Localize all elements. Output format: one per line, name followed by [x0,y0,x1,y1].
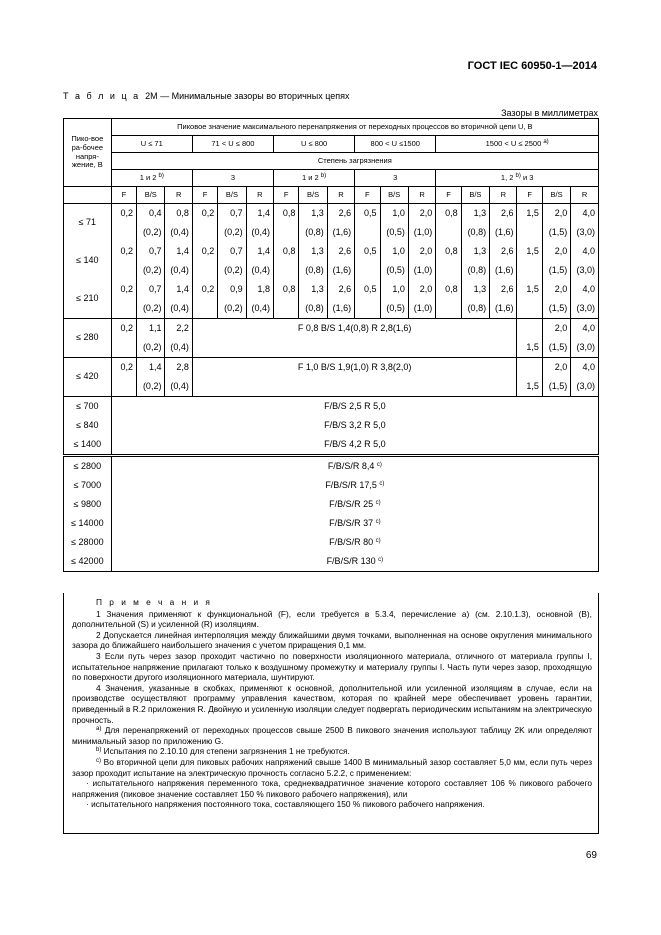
cell-value-bracket [436,261,461,280]
bullet-mark: · [86,778,89,789]
merged-value [111,533,598,552]
cell-value-bracket: (0,8) [299,223,327,242]
cell-value-bracket: (1,5) [542,299,570,319]
insulation-type: R [327,187,354,204]
range-text: 1500 < U ≤ 2500 [485,138,542,148]
table-row [64,223,599,242]
note-3: 3 Если путь через зазор проходит частично по поверхности изоляционного материала, отличного от материала группы I, испытательное напряжение прилагают только к воздушному промежутку и материалу группы I. Часть пути через зазор, проходящую по поверхности другого изоляционного материала, шунтируют. [72,650,592,683]
insulation-header-row [64,187,599,204]
cell-value-bracket: (0,2) [137,299,165,319]
cell-value-bracket: (3,0) [571,261,599,280]
table-row [64,476,599,495]
footnote-text: Для перенапряжений от переходных процессов свыше 2500 В пикового значения используют таблицу 2K или определяют минимальный зазор по приложению G. [72,725,592,746]
cell-value-bracket: (0,4) [165,377,192,397]
row-label: ≤ 42000 [64,552,112,572]
merged-value: F/B/S 2,5 R 5,0 [111,397,598,417]
cell-value: 0,8 [436,242,461,261]
cell-value-bracket: (0,2) [137,377,165,397]
document-id: ГОСТ IEC 60950-1—2014 [467,60,597,72]
insulation-type: F [274,187,299,204]
cell-value: 2,0 [542,319,570,339]
cell-value-bracket: (1,5) [542,223,570,242]
table-row [64,204,599,224]
footnote-c [72,757,592,778]
merged-value [111,476,598,495]
cell-value-bracket [355,223,380,242]
cell-value: 4,0 [571,242,599,261]
merged-value: F 0,8 B/S 1,4(0,8) R 2,8(1,6) [192,319,517,339]
pollution-degree: 3 [192,170,273,187]
cell-value: 1,0 [380,204,408,224]
table-row [64,261,599,280]
table-row [64,377,599,397]
cell-value: 2,8 [165,358,192,378]
page-number: 69 [585,850,597,861]
table-row [64,533,599,552]
cell-value-bracket [111,223,136,242]
insulation-type: F [355,187,380,204]
cell-value: 0,8 [274,280,299,299]
footnote-text: Во вторичной цепи для пиковых рабочих напряжений свыше 1400 В минимальный зазор составляет 5,0 мм, если путь через зазор проходит испытание на электрическую прочность согласно 5.2.2, с применением: [72,756,592,778]
cell-value-bracket [192,299,217,319]
cell-value: 1,5 [517,377,542,397]
cell-value: 0,2 [111,280,136,299]
note-1: 1 Значения применяют к функциональной (F), если требуется в 5.3.4, перечисление а) (см. 2.10.1.3), основной (В), дополнительной (S) и усиленной (R) изоляциям. [72,608,592,630]
cell-value: 2,0 [408,204,435,224]
cell-value: 2,0 [542,280,570,299]
table-row [64,435,599,456]
cell-value: 2,6 [327,204,354,224]
cell-value: 2,0 [408,242,435,261]
cell-value-bracket [355,261,380,280]
cell-value: 1,3 [461,204,489,224]
cell-value-bracket: (0,8) [461,299,489,319]
cell-value [111,377,136,397]
clearance-table [63,118,599,572]
cell-value: 0,2 [111,358,136,378]
cell-value: 2,6 [327,242,354,261]
insulation-type: F [111,187,136,204]
cell-value: 0,2 [111,319,136,339]
pollution-degree [111,170,192,187]
header-range: 71 < U ≤ 800 [192,136,273,153]
insulation-type: B/S [542,187,570,204]
cell-value-bracket: (1,5) [542,377,570,397]
table-units: Зазоры в миллиметрах [501,108,598,118]
footnote-mark: c) [96,757,101,764]
cell-value-bracket [517,299,542,319]
cell-value: 1,8 [246,280,273,299]
header-transient: Пиковое значение максимального перенапряжения от переходных процессов во вторичной цепи U, В [111,119,598,136]
cell-value: 0,7 [137,242,165,261]
merged-value [111,495,598,514]
table-row [64,495,599,514]
cell-value: 1,3 [461,280,489,299]
row-label: ≤ 280 [64,319,112,358]
row-label: ≤ 700 [64,397,112,417]
cell-value-bracket: (1,6) [490,223,517,242]
cell-value: 2,6 [490,204,517,224]
row-label: ≤ 7000 [64,476,112,495]
merged-value [111,456,598,477]
cell-value-bracket: (0,5) [380,261,408,280]
bullet-mark: · [86,799,89,810]
cell-value: 2,0 [542,358,570,378]
cell-value-bracket: (0,2) [137,338,165,358]
value-text: F/B/S/R 25 [329,498,374,509]
cell-value-bracket: (0,8) [299,299,327,319]
cell-value-bracket: (0,4) [165,299,192,319]
cell-value: 1,3 [299,280,327,299]
insulation-type: R [408,187,435,204]
table-row [64,299,599,319]
cell-value-bracket: (0,2) [218,261,246,280]
value-text: F/B/S/R 17,5 [325,479,377,490]
pollution-text: 1 и 2 [302,172,319,182]
cell-value: 1,3 [461,242,489,261]
header-range: U ≤ 800 [274,136,355,153]
cell-value: 0,8 [436,280,461,299]
cell-value: 0,2 [111,204,136,224]
cell-value [517,319,542,339]
header-pollution: Степень загрязнения [111,153,598,170]
pollution-degree: 3 [355,170,436,187]
merged-value [111,552,598,572]
cell-value-bracket: (1,5) [542,261,570,280]
cell-value: 0,2 [192,280,217,299]
cell-value-bracket: (0,8) [299,261,327,280]
cell-value: 0,2 [192,242,217,261]
cell-value: 1,3 [299,204,327,224]
table-row [64,338,599,358]
insulation-type: F [192,187,217,204]
insulation-type: R [490,187,517,204]
value-text: F/B/S/R 8,4 [327,460,375,471]
row-label: ≤ 210 [64,280,112,319]
cell-value: 1,3 [299,242,327,261]
cell-value-bracket: (1,0) [408,261,435,280]
cell-value: 1,0 [380,280,408,299]
footnote-text: Испытания по 2.10.10 для степени загрязнения 1 не требуются. [101,746,350,757]
footnote-mark: c) [375,518,381,525]
cell-value-bracket [111,299,136,319]
merged-value: F 1,0 B/S 1,9(1,0) R 3,8(2,0) [192,358,517,378]
cell-value: 4,0 [571,358,599,378]
cell-value-bracket: (0,2) [137,223,165,242]
cell-value: 0,5 [355,204,380,224]
cell-value-bracket: (1,6) [490,261,517,280]
cell-value-bracket: (3,0) [571,377,599,397]
insulation-type: F [517,187,542,204]
footnote-mark: c) [375,537,381,544]
cell-value: 1,1 [137,319,165,339]
cell-value: 0,4 [137,204,165,224]
cell-value: 1,5 [517,280,542,299]
cell-value: 0,5 [355,280,380,299]
cell-value: 0,5 [355,242,380,261]
insulation-type: F [436,187,461,204]
cell-value-bracket [355,299,380,319]
header-range: 800 < U ≤1500 [355,136,436,153]
pollution-text: 1, 2 [500,172,514,182]
table-caption [63,91,350,101]
row-label: ≤ 2800 [64,456,112,477]
cell-value-bracket: (1,0) [408,223,435,242]
row-label: ≤ 71 [64,204,112,243]
cell-value-bracket: (1,0) [408,299,435,319]
header-range: U ≤ 71 [111,136,192,153]
header-range [436,136,599,153]
cell-value: 2,2 [165,319,192,339]
cell-value-bracket [436,223,461,242]
cell-value-bracket: (0,4) [246,223,273,242]
table-row [64,242,599,261]
value-text: F/B/S/R 130 [326,555,376,566]
insulation-type: R [571,187,599,204]
table-row [64,358,599,378]
cell-value-bracket: (0,4) [246,299,273,319]
notes-title: П р и м е ч а н и я [96,597,213,607]
insulation-type: R [165,187,192,204]
cell-value-bracket [274,223,299,242]
merged-value: F/B/S 4,2 R 5,0 [111,435,598,456]
bullet-text: испытательного напряжения постоянного тока, составляющего 150 % пикового рабочего напряжения. [91,799,485,810]
cell-value-bracket: (3,0) [571,338,599,358]
cell-value [517,358,542,378]
cell-value-bracket: (0,5) [380,299,408,319]
merged-value [111,514,598,533]
cell-value: 2,0 [542,242,570,261]
insulation-type: B/S [218,187,246,204]
row-label: ≤ 1400 [64,435,112,456]
row-label: ≤ 140 [64,242,112,280]
cell-value-bracket [111,261,136,280]
footnote-mark: c) [379,480,385,487]
cell-value: 0,9 [218,280,246,299]
cell-value: 0,8 [165,204,192,224]
cell-value: 4,0 [571,319,599,339]
cell-value-bracket [517,261,542,280]
cell-value: 4,0 [571,204,599,224]
table-row [64,416,599,435]
footnote-mark: b) [96,747,102,754]
cell-value-bracket: (1,6) [327,261,354,280]
footnote-a [72,725,592,746]
pollution-degree [436,170,599,187]
header-working-voltage: Пико-вое ра-бочее напря-жение, В [64,119,112,187]
cell-value: 4,0 [571,280,599,299]
insulation-type: B/S [461,187,489,204]
cell-value-bracket [192,223,217,242]
caption-label: Т а б л и ц а [63,91,141,101]
cell-value: 0,8 [274,204,299,224]
footnote-b [72,746,592,757]
footnote-mark: b) [158,172,164,179]
row-label: ≤ 14000 [64,514,112,533]
insulation-type: R [246,187,273,204]
cell-value-bracket: (0,2) [218,299,246,319]
value-text: F/B/S/R 80 [329,536,374,547]
note-2: 2 Допускается линейная интерполяция между ближайшими двумя точками, выполненная на основе округления минимального зазора до ближайшего наибольшего значения с учетом приращения 0,1 мм. [72,629,592,651]
bullet-1 [72,778,592,799]
footnote-mark: c) [378,556,384,563]
cell-value-bracket: (1,6) [490,299,517,319]
cell-value: 1,4 [165,280,192,299]
cell-value-bracket [274,261,299,280]
cell-value-bracket [436,299,461,319]
cell-value-bracket [274,299,299,319]
table-row [64,456,599,477]
table-row [64,319,599,339]
insulation-type: B/S [299,187,327,204]
bullet-2 [72,799,592,810]
merged-empty [192,377,517,397]
footnote-mark: c) [376,461,382,468]
cell-value: 2,0 [542,204,570,224]
cell-value: 2,6 [327,280,354,299]
table-row [64,397,599,417]
cell-value-bracket: (1,5) [542,338,570,358]
row-label: ≤ 28000 [64,533,112,552]
row-label: ≤ 420 [64,358,112,397]
cell-value: 0,7 [218,242,246,261]
row-label: ≤ 840 [64,416,112,435]
pollution-text: и 3 [520,172,534,182]
insulation-type: B/S [137,187,165,204]
cell-value-bracket [517,223,542,242]
cell-value: 2,0 [408,280,435,299]
cell-value: 1,0 [380,242,408,261]
cell-value-bracket: (3,0) [571,299,599,319]
insulation-type: B/S [380,187,408,204]
cell-value: 1,4 [246,204,273,224]
cell-value-bracket: (3,0) [571,223,599,242]
cell-value: 1,4 [165,242,192,261]
footnote-mark: b) [320,172,327,179]
cell-value-bracket: (1,6) [327,223,354,242]
cell-value: 0,7 [137,280,165,299]
row-label: ≤ 9800 [64,495,112,514]
cell-value: 1,4 [246,242,273,261]
value-text: F/B/S/R 37 [329,517,374,528]
caption-text: 2M — Минимальные зазоры во вторичных цепях [145,91,350,101]
cell-value: 1,5 [517,242,542,261]
cell-value-bracket: (0,4) [165,261,192,280]
pollution-text: 1 и 2 [139,172,157,182]
notes-block [63,593,599,834]
cell-value-bracket: (0,4) [165,338,192,358]
cell-value-bracket [192,261,217,280]
note-4: 4 Значения, указанные в скобках, применяют к основной, дополнительной или усиленной изоляциям в случае, если на производстве осуществляют программу управления качеством, которая по крайней мере обеспечивает уровень гарантии, приведенный в R.2 приложения R. Двойную и усиленную изоляции следует подвергать периодическим испытаниям на электрическую прочность. [72,682,592,725]
cell-value-bracket: (0,4) [165,223,192,242]
header-empty [64,187,112,204]
table-row [64,514,599,533]
cell-value-bracket: (0,8) [461,261,489,280]
cell-value-bracket: (1,6) [327,299,354,319]
cell-value: 0,2 [111,242,136,261]
cell-value: 1,5 [517,338,542,358]
cell-value-bracket: (0,5) [380,223,408,242]
cell-value-bracket: (0,2) [218,223,246,242]
merged-value: F/B/S 3,2 R 5,0 [111,416,598,435]
cell-value: 0,2 [192,204,217,224]
cell-value: 2,6 [490,242,517,261]
table-row [64,552,599,572]
cell-value-bracket: (0,8) [461,223,489,242]
bullet-text: испытательного напряжения переменного тока, среднеквадратичное значение которого составляет 106 % пикового рабочего напряжения (пиковое значение составляет 150 % пикового рабочего напряжения), или [72,778,592,799]
footnote-mark: c) [375,499,381,506]
merged-empty [192,338,517,358]
cell-value: 1,5 [517,204,542,224]
cell-value: 2,6 [490,280,517,299]
cell-value [111,338,136,358]
cell-value-bracket: (0,4) [246,261,273,280]
cell-value-bracket: (0,2) [137,261,165,280]
cell-value: 1,4 [137,358,165,378]
table-row [64,280,599,299]
pollution-degree [274,170,355,187]
cell-value: 0,8 [436,204,461,224]
cell-value: 0,8 [274,242,299,261]
footnote-mark: a) [96,726,102,733]
footnote-mark: b) [515,172,521,179]
cell-value: 0,7 [218,204,246,224]
footnote-mark: a) [543,138,549,145]
